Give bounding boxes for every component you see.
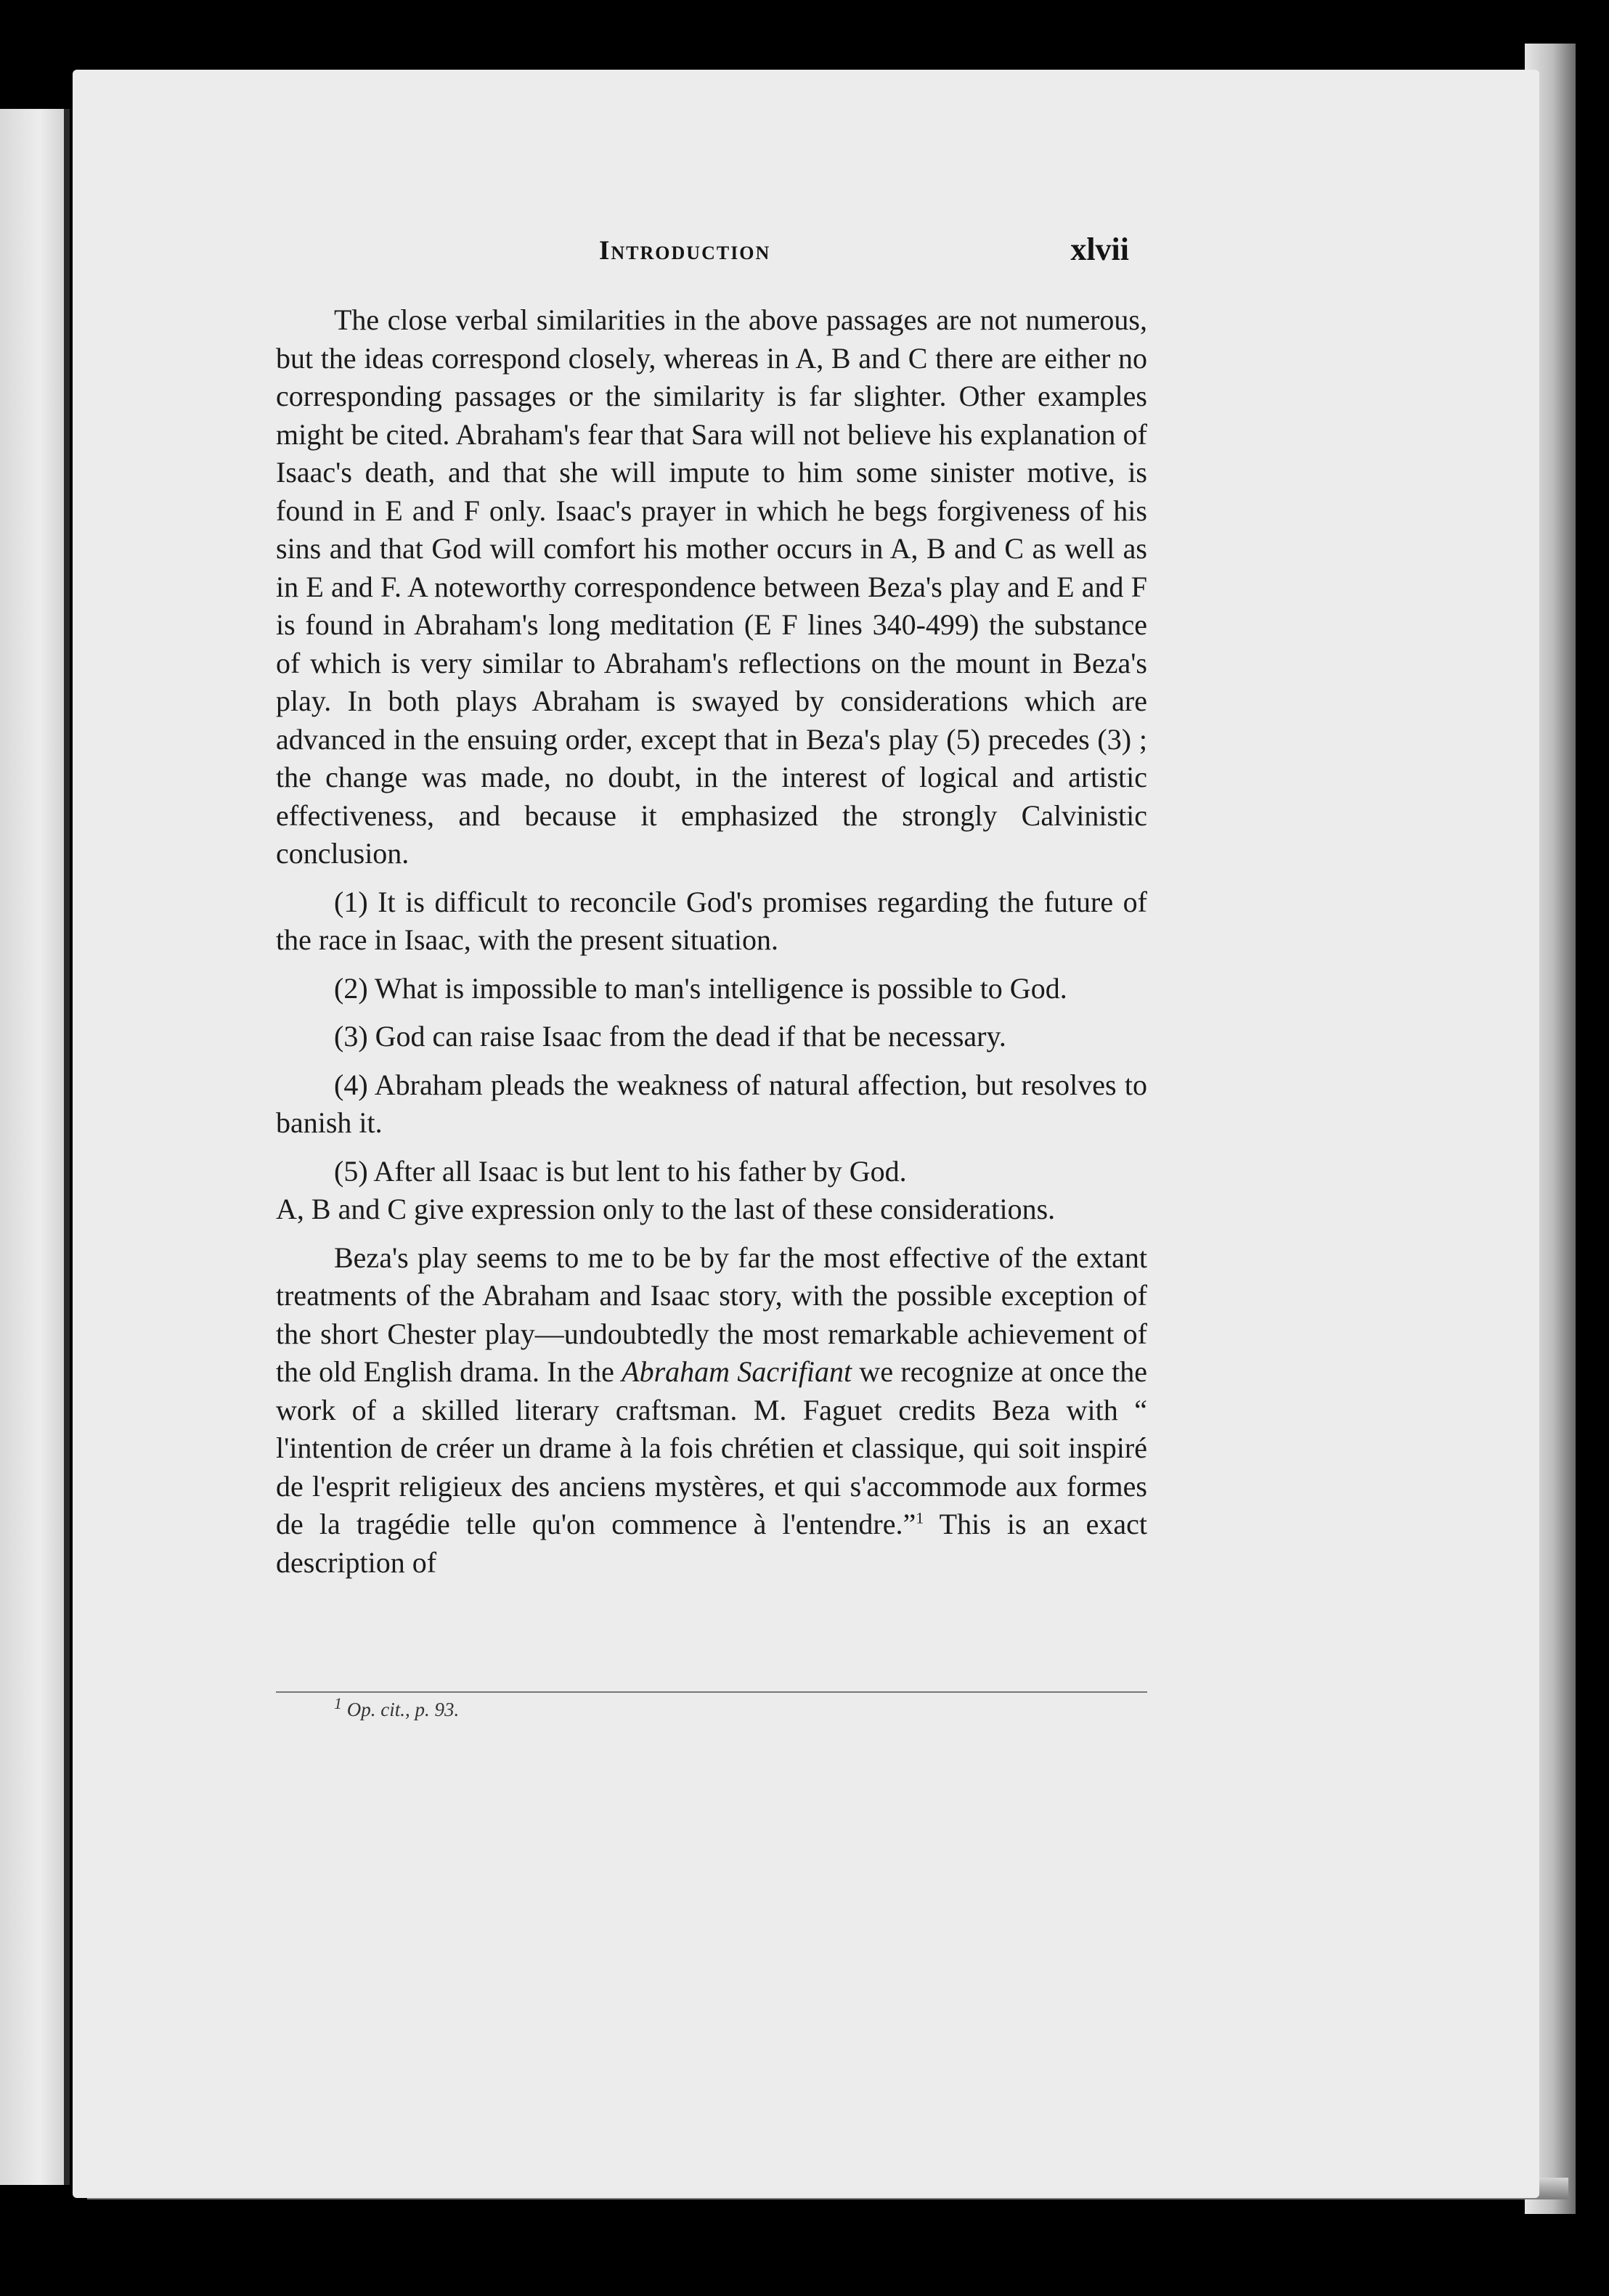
book-spine-shadow (64, 109, 70, 2185)
paragraph-beza-play (276, 1239, 1147, 1582)
body-text (276, 301, 1147, 1582)
page-number: xlvii (1070, 232, 1129, 267)
paragraph-text: This is an exact description of (276, 1508, 1147, 1579)
footnote-rule (276, 1691, 1147, 1693)
list-item-5: (5) After all Isaac is but lent to his father by God. (334, 1154, 907, 1188)
footnote (334, 1694, 460, 1721)
italic-title: Abraham Sacrifiant (622, 1355, 852, 1388)
left-page-edge (0, 109, 67, 2185)
running-title: Introduction (599, 236, 771, 266)
footnote-marker: 1 (334, 1694, 342, 1712)
list-item-2: (2) What is impossible to man's intelligence is possible to God. (334, 971, 1067, 1005)
list-item-1: (1) It is difficult to reconcile God's promises regarding the future of the race in Isaac, with the present situation. (276, 885, 1147, 956)
list-item-3: (3) God can raise Isaac from the dead if that be necessary. (334, 1020, 1006, 1053)
paragraph-text: Beza's play seems to me to be by far the most effective of the extant treatments of the Abraham and Isaac story, with the possible exception of the short Chester play—undoubtedly the most remarkable achievement of the old English drama. In the (276, 1241, 1147, 1388)
paragraph-text: we recognize at once the work of a skilled literary craftsman. M. Faguet credits Beza with “ l'intention de créer un drame à la fois chrétien et classique, qui soit inspiré de l'esprit religieux des anciens mystères, et qui s'accommode aux formes de la tragédie telle qu'on commence à l'entendre.” (276, 1355, 1147, 1540)
paragraph-after-list: A, B and C give expression only to the last of these considerations. (276, 1193, 1056, 1225)
footnote-text: Op. cit., p. 93. (346, 1699, 460, 1720)
list-item-4: (4) Abraham pleads the weakness of natural affection, but resolves to banish it. (276, 1068, 1147, 1139)
footnote-reference: 1 (916, 1508, 924, 1527)
paragraph-comparison: The close verbal similarities in the above passages are not numerous, but the ideas correspond closely, whereas in A, B and C there are either no corresponding passages or the similarity is far slighter. Other examples might be cited. Abraham's fear that Sara will not believe his explanation of Isaac's death, and that she will impute to him some sinister motive, is found in E and F only. Isaac's prayer in which he begs forgiveness of his sins and that God will comfort his mother occurs in A, B and C as well as in E and F. A noteworthy correspondence between Beza's play and E and F is found in Abraham's long meditation (E F lines 340-499) the substance of which is very similar to Abraham's reflections on the mount in Beza's play. In both plays Abraham is swayed by considerations which are advanced in the ensuing order, except that in Beza's play (5) precedes (3) ; the change was made, no doubt, in the interest of logical and artistic effectiveness, and because it emphasized the strongly Calvinistic conclusion. (276, 303, 1147, 870)
running-head (276, 231, 1147, 274)
